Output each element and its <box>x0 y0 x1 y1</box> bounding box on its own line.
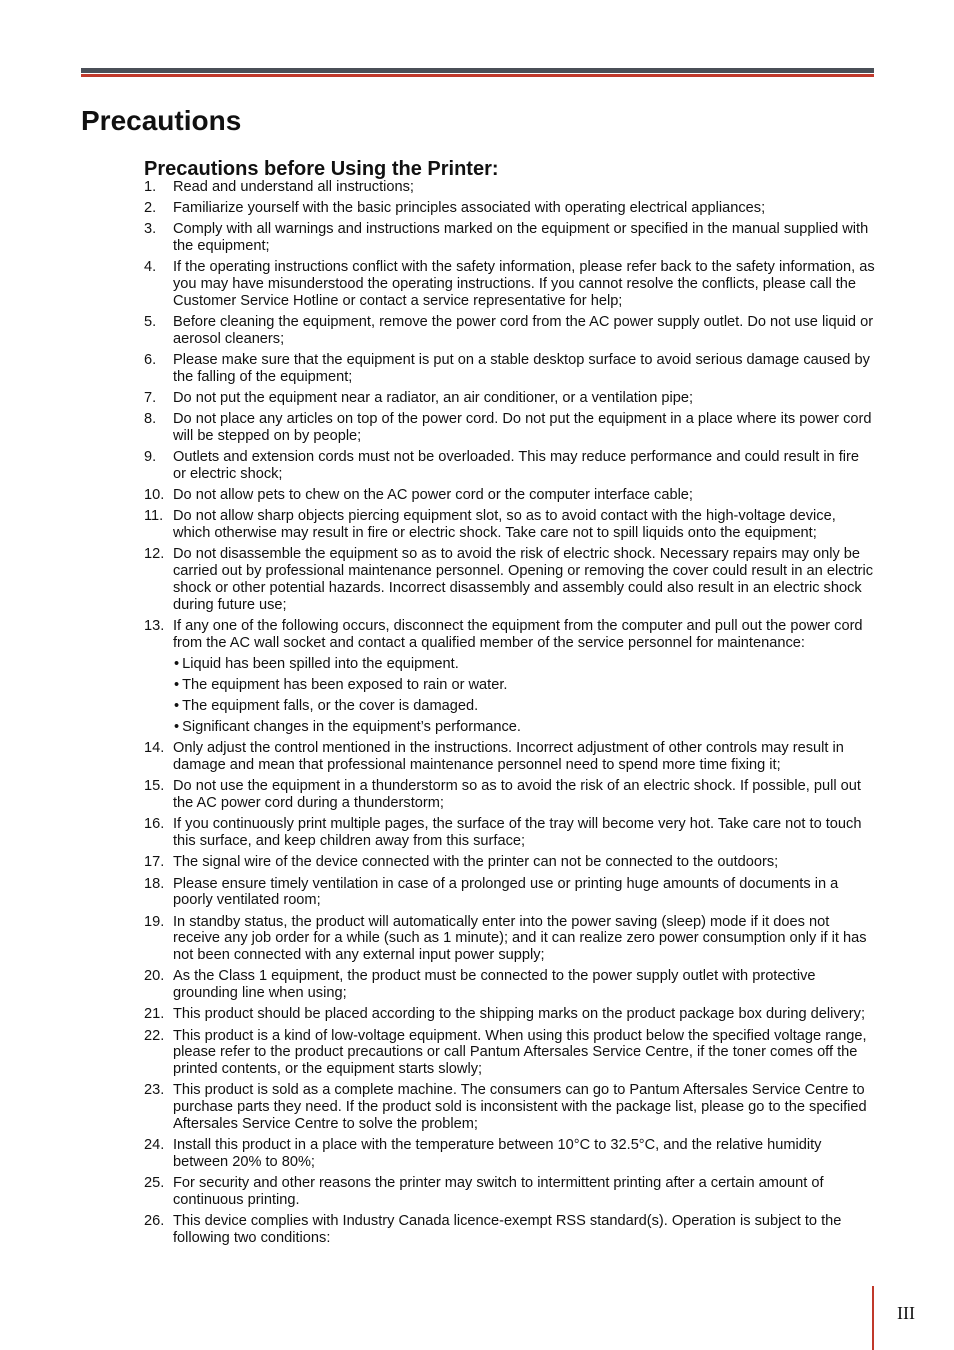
list-item <box>144 487 876 504</box>
list-item <box>144 740 876 774</box>
list-item <box>144 411 876 445</box>
item-number: 2. <box>144 200 157 217</box>
item-text: Do not place any articles on top of the power cord. Do not put the equipment in a place where its power cord will be stepped on by people; <box>173 411 872 445</box>
list-item <box>144 816 876 850</box>
item-number: 26. <box>144 1213 165 1230</box>
bullet-text: The equipment falls, or the cover is damaged. <box>182 698 479 715</box>
item-text: Do not disassemble the equipment so as to avoid the risk of electric shock. Necessary repairs may only be carried out by professional maintenance personnel. Opening or removing the cover could result in an electric shock or other potential hazards. Incorrect disassembly and assembly could also result in an electric shock during future use; <box>173 546 874 613</box>
item-number: 25. <box>144 1175 165 1192</box>
bullet-item <box>144 656 876 673</box>
item-text: The signal wire of the device connected with the printer can not be connected to the outdoors; <box>173 854 779 871</box>
section-title: Precautions before Using the Printer: <box>144 158 499 180</box>
bullet-text: Liquid has been spilled into the equipment. <box>182 656 459 673</box>
page-number-rule <box>872 1286 874 1350</box>
page-number: III <box>897 1303 915 1323</box>
bullet-mark: • <box>174 698 180 715</box>
item-number: 9. <box>144 449 157 466</box>
list-item <box>144 618 876 652</box>
item-number: 23. <box>144 1082 165 1099</box>
list-item <box>144 352 876 386</box>
list-item <box>144 968 876 1002</box>
list-item <box>144 914 876 965</box>
bullet-mark: • <box>174 656 180 673</box>
list-item <box>144 179 876 196</box>
bullet-text: Significant changes in the equipment’s performance. <box>182 719 521 736</box>
item-number: 24. <box>144 1137 165 1154</box>
item-text: If the operating instructions conflict with the safety information, please refer back to the safety information, as you may have misunderstood the operating instructions. If you cannot resolve the conflicts, please call the Customer Service Hotline or contact a service representative for help; <box>173 259 875 309</box>
item-number: 17. <box>144 854 165 871</box>
item-text: Please ensure timely ventilation in case of a prolonged use or printing huge amounts of documents in a poorly ventilated room; <box>173 875 839 909</box>
header-rule-red <box>81 74 874 77</box>
item-number: 20. <box>144 968 165 985</box>
item-number: 5. <box>144 314 157 331</box>
item-text: This product is a kind of low-voltage equipment. When using this product below the specified voltage range, please refer to the product precautions or call Pantum Aftersales Service Centre, if the toner comes off the printed contents, or the equipment starts slowly; <box>173 1027 867 1078</box>
list-item <box>144 390 876 407</box>
precautions-list <box>144 179 876 1251</box>
item-text: This device complies with Industry Canada licence-exempt RSS standard(s). Operation is subject to the following two conditions: <box>173 1213 842 1247</box>
item-number: 13. <box>144 618 165 635</box>
list-item <box>144 200 876 217</box>
item-text: This product is sold as a complete machine. The consumers can go to Pantum Aftersales Service Centre to purchase parts they need. If the product sold is inconsistent with the package list, please go to the specified Aftersales Service Centre to solve the problem; <box>173 1082 867 1133</box>
item-number: 22. <box>144 1027 165 1044</box>
list-item <box>144 221 876 255</box>
item-number: 21. <box>144 1006 165 1023</box>
item-text: Please make sure that the equipment is put on a stable desktop surface to avoid serious damage caused by the falling of the equipment; <box>173 352 870 385</box>
list-item <box>144 778 876 812</box>
item-number: 6. <box>144 352 157 369</box>
item-number: 18. <box>144 875 165 892</box>
item-text: As the Class 1 equipment, the product must be connected to the power supply outlet with protective grounding line when using; <box>173 968 816 1002</box>
list-item <box>144 876 876 910</box>
list-item <box>144 449 876 483</box>
list-item <box>144 1028 876 1079</box>
list-item <box>144 1213 876 1247</box>
list-item <box>144 1175 876 1209</box>
item-number: 15. <box>144 778 165 795</box>
item-text: For security and other reasons the printer may switch to intermittent printing after a certain amount of continuous printing. <box>173 1175 824 1209</box>
header-rule-gray <box>81 68 874 73</box>
item-text: Do not allow sharp objects piercing equipment slot, so as to avoid contact with the high-voltage device, which otherwise may result in fire or electric shock. Take care not to spill liquids onto the equipment; <box>173 508 836 542</box>
item-number: 4. <box>144 259 157 276</box>
item-text: Before cleaning the equipment, remove the power cord from the AC power supply outlet. Do not use liquid or aerosol cleaners; <box>173 314 874 347</box>
list-item <box>144 546 876 614</box>
item-number: 19. <box>144 913 165 930</box>
item-text: Install this product in a place with the temperature between 10°C to 32.5°C, and the relative humidity between 20% to 80%; <box>173 1137 822 1171</box>
bullet-text: The equipment has been exposed to rain or water. <box>182 677 508 694</box>
item-text: Do not use the equipment in a thunderstorm so as to avoid the risk of an electric shock. If possible, pull out the AC power cord during a thunderstorm; <box>173 778 861 812</box>
bullet-mark: • <box>174 677 180 694</box>
item-number: 8. <box>144 411 157 428</box>
item-number: 14. <box>144 740 165 757</box>
item-text: Read and understand all instructions; <box>173 179 414 195</box>
item-text: Do not allow pets to chew on the AC power cord or the computer interface cable; <box>173 487 693 504</box>
item-text: Familiarize yourself with the basic principles associated with operating electrical appliances; <box>173 200 766 217</box>
item-number: 1. <box>144 179 157 195</box>
bullet-item <box>144 677 876 694</box>
list-item <box>144 314 876 348</box>
list-item <box>144 1082 876 1133</box>
item-text: Outlets and extension cords must not be overloaded. This may reduce performance and could result in fire or electric shock; <box>173 449 860 483</box>
item-text: If you continuously print multiple pages, the surface of the tray will become very hot. Take care not to touch this surface, and keep children away from this surface; <box>173 816 862 850</box>
item-text: Do not put the equipment near a radiator, an air conditioner, or a ventilation pipe; <box>173 390 694 407</box>
item-number: 10. <box>144 487 165 504</box>
item-number: 16. <box>144 816 165 833</box>
list-item <box>144 854 876 871</box>
item-text: If any one of the following occurs, disconnect the equipment from the computer and pull out the power cord from the AC wall socket and contact a qualified member of the service personnel for maintenance: <box>173 618 863 651</box>
list-item <box>144 1006 876 1023</box>
item-text: Only adjust the control mentioned in the instructions. Incorrect adjustment of other controls may result in damage and mean that professional maintenance personnel need to spend more time fixing it; <box>173 740 844 774</box>
page-title: Precautions <box>81 105 242 136</box>
item-text: This product should be placed according to the shipping marks on the product package box during delivery; <box>173 1006 865 1023</box>
list-item <box>144 1137 876 1171</box>
list-item <box>144 259 876 310</box>
list-item <box>144 508 876 542</box>
item-number: 12. <box>144 546 165 563</box>
item-number: 3. <box>144 221 157 238</box>
bullet-item <box>144 719 876 736</box>
item-number: 7. <box>144 390 157 407</box>
item-text: Comply with all warnings and instructions marked on the equipment or specified in the manual supplied with the equipment; <box>173 221 869 255</box>
item-text: In standby status, the product will automatically enter into the power saving (sleep) mode if it does not receive any job order for a while (such as 1 minute); and it can realize zero power consumption only if it has not been connected with any external input power supply; <box>173 913 867 964</box>
bullet-mark: • <box>174 719 180 736</box>
item-number: 11. <box>144 508 164 525</box>
bullet-item <box>144 698 876 715</box>
